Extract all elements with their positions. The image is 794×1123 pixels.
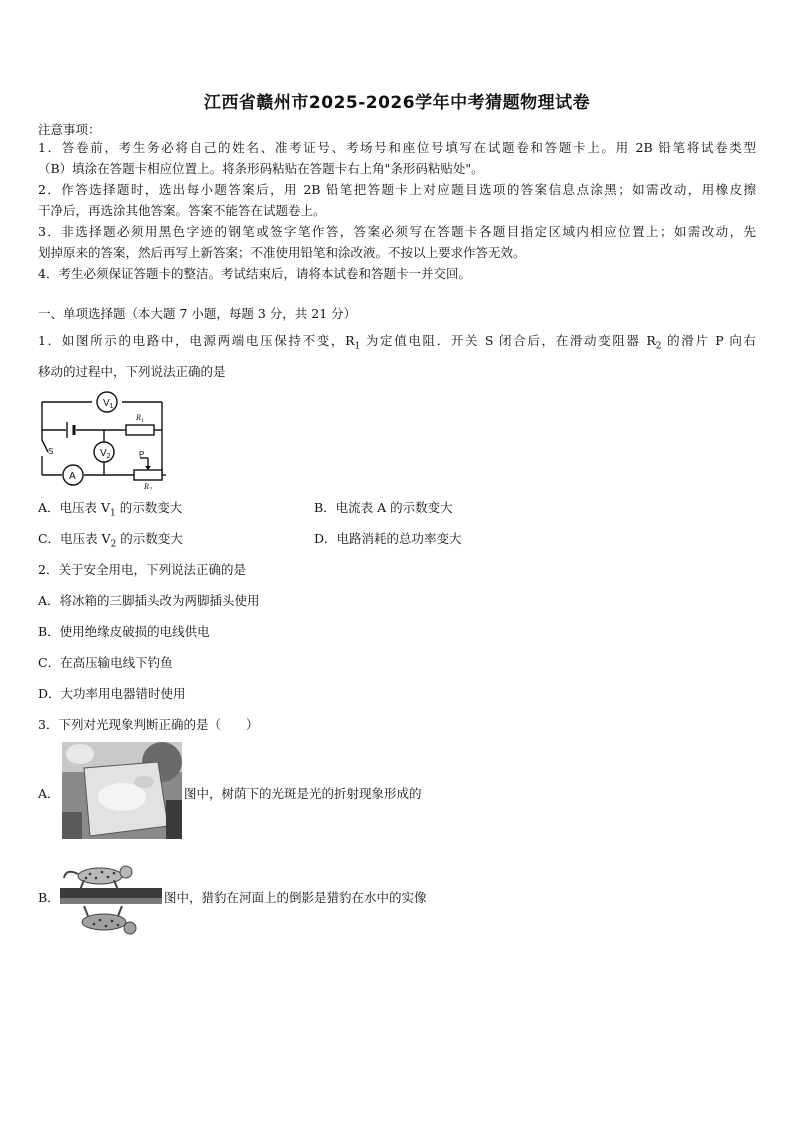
notice-line-3: 2．作答选择题时，选出每小题答案后，用 2B 铅笔把答题卡上对应题目选项的答案信息点涂黑；如需改动，用橡皮擦 <box>38 182 756 197</box>
q3-option-a-text[interactable]: 图中，树荫下的光斑是光的折射现象形成的 <box>184 786 422 801</box>
notice-line-5: 3．非选择题必须用黑色字迹的钢笔或签字笔作答，答案必须写在答题卡各题目指定区域内相应位置上；如需改动，先 <box>38 224 756 239</box>
resistor-r1 <box>126 425 154 435</box>
q2-option-a[interactable]: A．将冰箱的三脚插头改为两脚插头使用 <box>38 593 260 608</box>
q1-option-d[interactable]: D．电路消耗的总功率变大 <box>314 531 462 546</box>
tree-shade-light-spot-photo <box>62 742 182 839</box>
q2-option-b[interactable]: B．使用绝缘皮破损的电线供电 <box>38 624 210 639</box>
notice-line-4: 干净后，再选涂其他答案。答案不能答在试题卷上。 <box>38 203 326 218</box>
cheetah-reflection-photo <box>60 858 162 942</box>
notice-line-2: （B）填涂在答题卡相应位置上。将条形码粘贴在答题卡右上角"条形码粘贴处"。 <box>38 161 484 176</box>
svg-text:R2: $R_2$ <box>144 482 152 490</box>
svg-text:V2: $V_2$ <box>100 448 111 460</box>
q3-option-b-text[interactable]: 图中，猎豹在河面上的倒影是猎豹在水中的实像 <box>164 890 427 905</box>
q3-stem: 3．下列对光现象判断正确的是（ ） <box>38 717 259 732</box>
svg-text:V1: $V_1$ <box>103 398 114 410</box>
notice-line-1: 1．答卷前，考生务必将自己的姓名、准考证号、考场号和座位号填写在试题卷和答题卡上。用 2B 铅笔将试卷类型 <box>38 140 756 155</box>
q1-option-c[interactable]: C．电压表 $V_2$ 的示数变大 <box>38 531 183 550</box>
page-title: 江西省赣州市2025-2026学年中考猜题物理试卷 <box>203 93 591 113</box>
q1-option-a[interactable]: A．电压表 $V_1$ 的示数变大 <box>38 500 183 519</box>
circuit-diagram <box>36 388 168 490</box>
q1-stem-line-1: 1．如图所示的电路中，电源两端电压保持不变，$R_1$ 为定值电阻．开关 S 闭合后，在滑动变阻器 $R_2$ 的滑片 P 向右 <box>38 333 756 352</box>
svg-text:S: S <box>48 447 54 456</box>
q3-option-a-letter[interactable]: A． <box>38 786 60 801</box>
q1-option-b[interactable]: B．电流表 A 的示数变大 <box>314 500 453 515</box>
section-heading: 一、单项选择题（本大题 7 小题，每题 3 分，共 21 分） <box>38 306 357 321</box>
q2-stem: 2．关于安全用电，下列说法正确的是 <box>38 562 246 577</box>
svg-text:R1: $R_1$ <box>136 413 144 424</box>
notice-line-7: 4．考生必须保证答题卡的整洁。考试结束后，请将本试卷和答题卡一并交回。 <box>38 266 471 281</box>
q3-option-b-letter[interactable]: B． <box>38 890 60 905</box>
q1-stem-line-2: 移动的过程中，下列说法正确的是 <box>38 364 226 379</box>
notice-line-6: 划掉原来的答案，然后再写上新答案；不准使用铅笔和涂改液。不按以上要求作答无效。 <box>38 245 526 260</box>
q2-option-d[interactable]: D．大功率用电器错时使用 <box>38 686 186 701</box>
rheostat-r2 <box>134 470 162 480</box>
q2-option-c[interactable]: C．在高压输电线下钓鱼 <box>38 655 173 670</box>
svg-text:P: P <box>139 450 145 459</box>
svg-text:A: A <box>69 471 76 482</box>
notice-heading: 注意事项： <box>38 122 101 137</box>
